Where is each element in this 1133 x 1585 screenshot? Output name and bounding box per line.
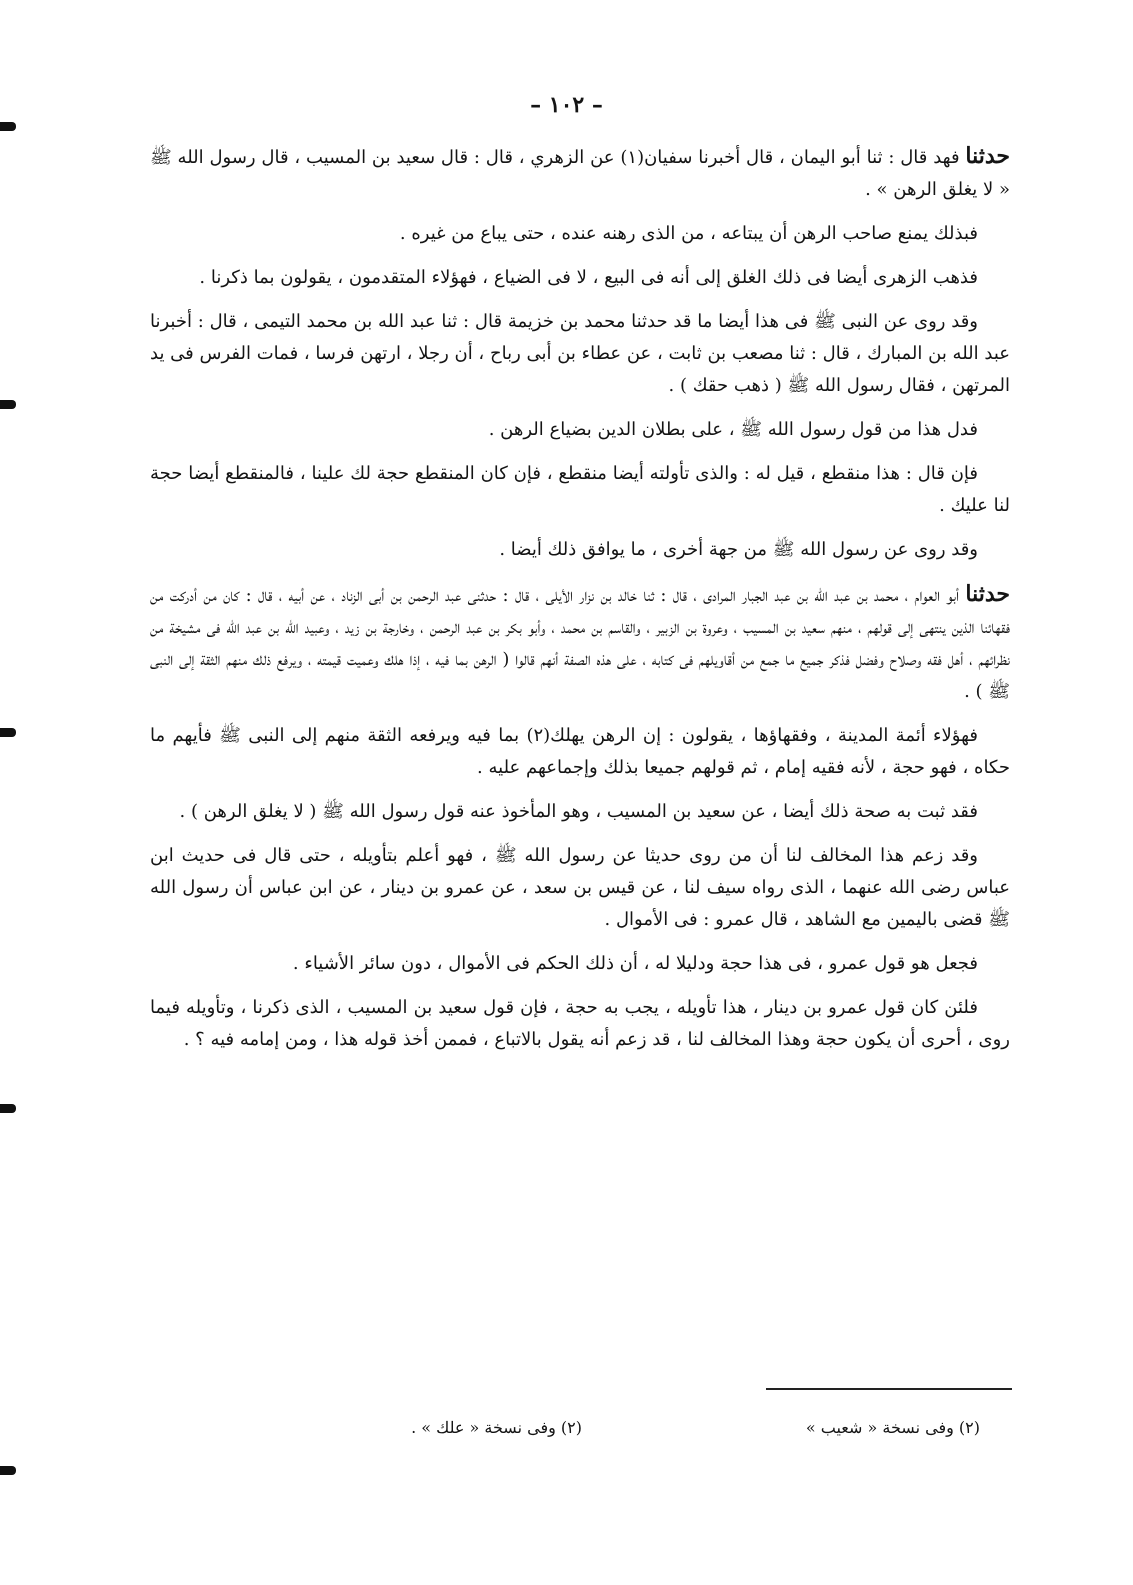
scan-edge-mark (0, 122, 16, 131)
paragraph: فهؤلاء أئمة المدينة ، وفقهاؤها ، يقولون : إن الرهن يهلك(٢) بما فيه ويرفعه الثقة منهم إلى النبى ﷺ فأيهم ما حكاه ، فهو حجة ، لأنه فقيه إمام ، ثم قولهم جميعا بذلك وإجماعهم عليه . (150, 725, 1010, 778)
paragraph: فبذلك يمنع صاحب الرهن أن يبتاعه ، من الذى رهنه عنده ، حتى يباع من غيره . (399, 223, 978, 244)
scan-edge-mark (0, 1466, 16, 1475)
paragraph: وقد زعم هذا المخالف لنا أن من روى حديثا عن رسول الله ﷺ ، فهو أعلم بتأويله ، حتى قال فى حديث ابن عباس رضى الله عنهما ، الذى رواه سيف لنا ، عن قيس بن سعد ، عن عمرو بن دينار ، عن ابن عباس أن رسول الله ﷺ قضى باليمين مع الشاهد ، قال عمرو : فى الأموال . (150, 845, 1010, 930)
paragraph: فقد ثبت به صحة ذلك أيضا ، عن سعيد بن المسيب ، وهو المأخوذ عنه قول رسول الله ﷺ ( لا يغلق الرهن ) . (179, 801, 978, 822)
footnote-separator (766, 1388, 1012, 1390)
paragraph: وقد روى عن رسول الله ﷺ من جهة أخرى ، ما يوافق ذلك أيضا . (499, 539, 978, 560)
paragraph: فذهب الزهرى أيضا فى ذلك الغلق إلى أنه فى البيع ، لا فى الضياع ، فهؤلاء المتقدمون ، يقولون بما ذكرنا . (199, 267, 978, 288)
hadith-lead-word: حدثنا (965, 581, 1010, 607)
paragraph: فإن قال : هذا منقطع ، قيل له : والذى تأولته أيضا منقطع ، فإن كان المنقطع حجة لك علينا ، فالمنقطع أيضا حجة لنا عليك . (150, 463, 1010, 516)
main-text (150, 140, 1010, 1068)
paragraph (150, 140, 1010, 206)
paragraph: فدل هذا من قول رسول الله ﷺ ، على بطلان الدين بضياع الرهن . (488, 419, 978, 440)
paragraph: وقد روى عن النبى ﷺ فى هذا أيضا ما قد حدثنا محمد بن خزيمة قال : ثنا عبد الله بن محمد التيمى ، قال : أخبرنا عبد الله بن المبارك ، قال : ثنا مصعب بن ثابت ، عن عطاء بن أبى رباح ، أن رجلا ، ارتهن فرسا ، فمات الفرس فى يد المرتهن ، فقال رسول الله ﷺ ( ذهب حقك ) . (150, 311, 1010, 396)
page-number: – ١٠٢ – (530, 92, 603, 118)
paragraph: فجعل هو قول عمرو ، فى هذا حجة ودليلا له ، أن ذلك الحكم فى الأموال ، دون سائر الأشياء . (292, 953, 978, 974)
footnotes (150, 1418, 980, 1448)
paragraph-text: أبو العوام ، محمد بن عبد الله بن عبد الجبار المرادى ، قال : ثنا خالد بن نزار الأيلى ، قال : حدثنى عبد الرحمن بن أبى الزناد ، عن أبيه ، قال : كان من أدركت من فقهائنا الذين ينتهى إلى قولهم ، منهم سعيد بن المسيب ، وعروة بن الزبير ، والقاسم بن محمد ، وأبو بكر بن عبد الرحمن ، وخارجة بن زيد ، وعبيد الله بن عبد الله فى مشيخة من نظرائهم ، أهل فقه وصلاح وفضل فذكر جميع ما جمع من أقاويلهم فى كتابه ، على هذه الصفة أنهم قالوا ( الرهن بما فيه ، إذا هلك وعميت قيمته ، ويرفع ذلك منهم الثقة إلى النبى ﷺ ) . (150, 585, 1010, 702)
scan-edge-mark (0, 1104, 16, 1113)
scan-edge-mark (0, 400, 16, 409)
footnote: (٢) وفى نسخة « علك » . (411, 1418, 582, 1437)
hadith-lead-word: حدثنا (965, 143, 1010, 169)
footnote: (٢) وفى نسخة « شعيب » (805, 1418, 980, 1437)
paragraph-text: فهد قال : ثنا أبو اليمان ، قال أخبرنا سفيان(١) عن الزهري ، قال : قال سعيد بن المسيب ، قال رسول الله ﷺ « لا يغلق الرهن » . (150, 147, 1010, 200)
paragraph (150, 578, 1010, 708)
paragraph: فلئن كان قول عمرو بن دينار ، هذا تأويله ، يجب به حجة ، فإن قول سعيد بن المسيب ، الذى ذكرنا ، وتأويله فيما روى ، أحرى أن يكون حجة وهذا المخالف لنا ، قد زعم أنه يقول بالاتباع ، فممن أخذ قوله هذا ، ومن إمامه فيه ؟ . (150, 997, 1010, 1050)
scan-edge-mark (0, 728, 16, 737)
